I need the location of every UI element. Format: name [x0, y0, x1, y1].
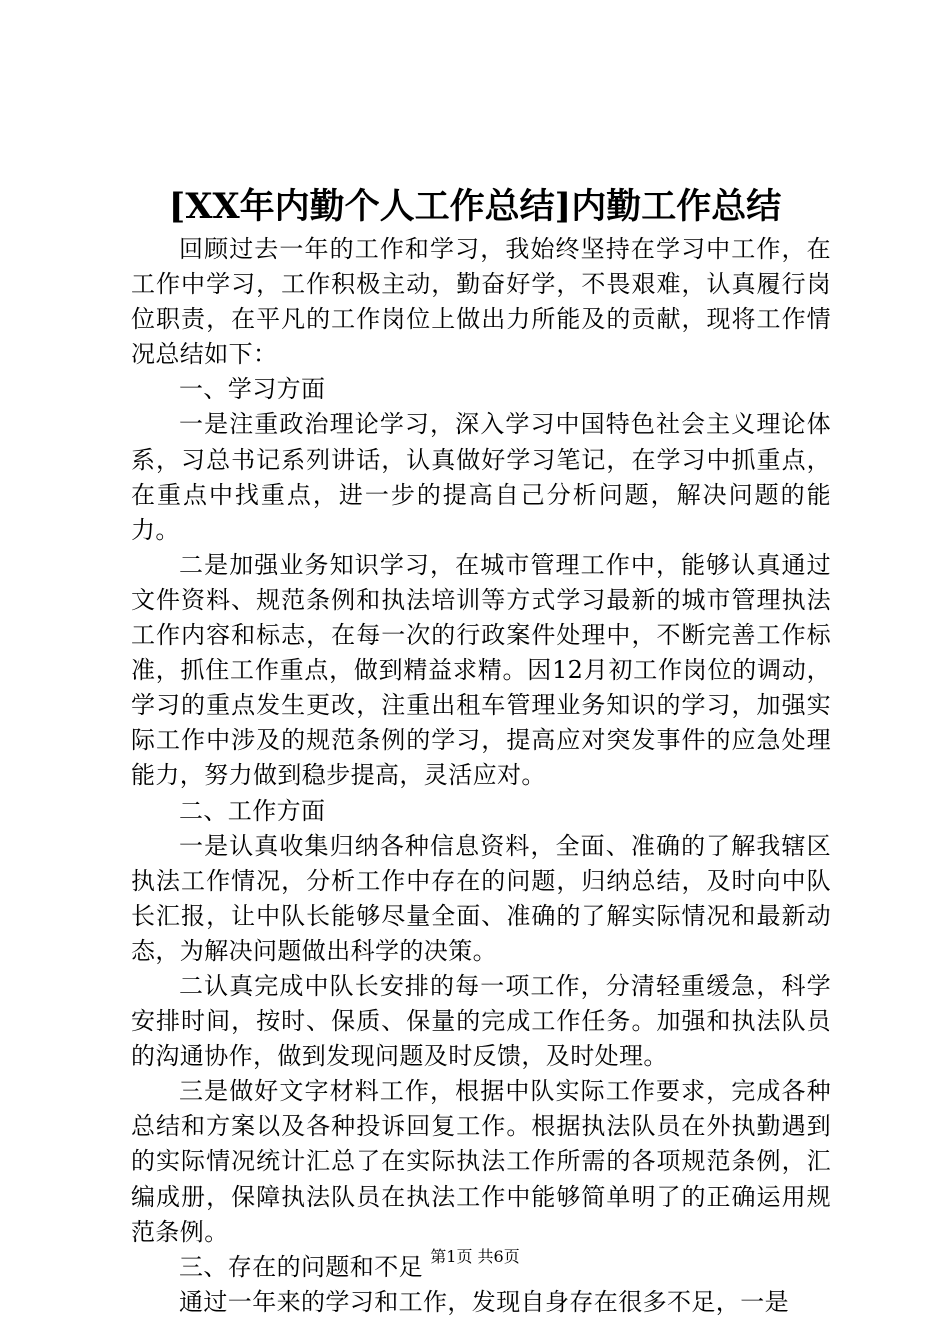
intro-paragraph: 回顾过去一年的工作和学习，我始终坚持在学习中工作，在工作中学习，工作积极主动，勤奋好学，不畏艰难，认真履行岗位职责，在平凡的工作岗位上做出力所能及的贡献，现将工作情况总结如下： — [131, 235, 831, 369]
study-paragraph-1: 一是注重政治理论学习，深入学习中国特色社会主义理论体系，习总书记系列讲话，认真做好学习笔记，在学习中抓重点，在重点中找重点，进一步的提高自己分析问题，解决问题的能力。 — [131, 410, 831, 544]
work-paragraph-2: 二认真完成中队长安排的每一项工作，分清轻重缓急，科学安排时间，按时、保质、保量的完成工作任务。加强和执法队员的沟通协作，做到发现问题及时反馈，及时处理。 — [131, 971, 831, 1071]
work-paragraph-1: 一是认真收集归纳各种信息资料，全面、准确的了解我辖区执法工作情况，分析工作中存在的问题，归纳总结，及时向中队长汇报，让中队长能够尽量全面、准确的了解实际情况和最新动态，为解决问题做出科学的决策。 — [131, 831, 831, 965]
study-paragraph-2: 二是加强业务知识学习，在城市管理工作中，能够认真通过文件资料、规范条例和执法培训等方式学习最新的城市管理执法工作内容和标志，在每一次的行政案件处理中，不断完善工作标准，抓住工作重点，做到精益求精。因12月初工作岗位的调动，学习的重点发生更改，注重出租车管理业务知识的学习，加强实际工作中涉及的规范条例的学习，提高应对突发事件的应急处理能力，努力做到稳步提高，灵活应对。 — [131, 550, 831, 790]
section-heading-problems: 三、存在的问题和不足 — [179, 1252, 423, 1281]
work-paragraph-3: 三是做好文字材料工作，根据中队实际工作要求，完成各种总结和方案以及各种投诉回复工作。根据执法队员在外执勤遇到的实际情况统计汇总了在实际执法工作所需的各项规范条例，汇编成册，保障执法队员在执法工作中能够简单明了的正确运用规范条例。 — [131, 1077, 831, 1246]
problems-paragraph: 通过一年来的学习和工作，发现自身存在很多不足，一是 — [179, 1287, 789, 1316]
section-heading-study: 一、学习方面 — [179, 375, 326, 404]
section-heading-work: 二、工作方面 — [179, 796, 326, 825]
document-body — [131, 232, 831, 1320]
document-title: [XX年内勤个人工作总结]内勤工作总结 — [168, 186, 782, 227]
page-number-footer: 第1页 共6页 — [430, 1247, 520, 1266]
